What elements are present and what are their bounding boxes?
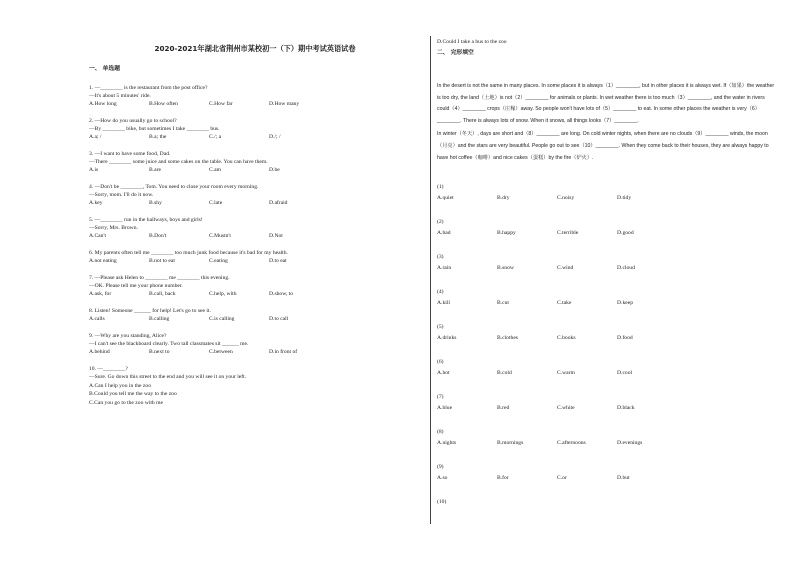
- answer-options: [89, 100, 421, 108]
- option-a: A.How long: [89, 101, 117, 108]
- cloze-passage: [437, 81, 775, 164]
- option-c: C.or: [557, 475, 567, 482]
- question-line: 4. —Don't be ________, Tom. You need to close your room every morning.: [89, 184, 259, 190]
- cloze-number: (10): [437, 499, 447, 506]
- answer-options: [89, 199, 421, 207]
- right-column: [437, 38, 775, 533]
- cloze-number: (9): [437, 464, 444, 471]
- option-b: B.dry: [497, 195, 510, 202]
- option-d: D.good: [617, 230, 634, 237]
- option-b: B.red: [497, 405, 510, 412]
- question-line: —OK. Please tell me your phone number.: [89, 283, 183, 289]
- option-a: A.calls: [89, 316, 105, 322]
- option-a: A.quiet: [437, 195, 454, 202]
- question-10: [89, 365, 421, 408]
- cloze-item-7: [437, 393, 775, 428]
- option-a: A.ask, for: [89, 291, 112, 298]
- option-d: D.Not: [269, 233, 283, 240]
- passage-paragraph-2: In winter（冬天）, days are short and（8）________ are long. On cold winter nights, when there are no clouds（9）________ winds, the moon（月亮）and the stars are very beautiful. People go out to see（10）________. When they come back to their houses, they are always happy to have hot coffee（咖啡）and nice cakes（蛋糕）by the fire（炉火）.: [437, 131, 769, 161]
- option-a: A.Can I help you in the zoo: [89, 382, 151, 389]
- answer-options: [89, 257, 421, 265]
- question-1: [89, 84, 421, 108]
- option-c: C.is calling: [209, 316, 235, 322]
- option-c: C.Can you go to the zoo with me: [89, 399, 163, 406]
- answer-options: [89, 348, 421, 356]
- option-c: C.between: [209, 349, 233, 355]
- option-c: C.help, with: [209, 291, 237, 298]
- exam-title: 2020-2021年湖北省荆州市某校初一（下）期中考试英语试卷: [154, 44, 356, 53]
- question-line: 6. My parents often tell me ________ too much junk food because it's bad for my health.: [89, 250, 288, 256]
- question-line: 8. Listen! Someone ______ for help! Let's go to see it.: [89, 307, 211, 314]
- option-d: D.black: [617, 405, 635, 412]
- option-d: D.keep: [617, 300, 633, 307]
- option-a: A.key: [89, 200, 103, 207]
- question-line: 5. —________ run in the hallways, boys and girls!: [89, 217, 203, 223]
- question-line: 3. —I want to have some food, Dad.: [89, 151, 171, 157]
- option-b: B.for: [497, 475, 509, 482]
- cloze-number: (8): [437, 429, 444, 436]
- option-b: B.clothes: [497, 335, 518, 342]
- option-d: D.cool: [617, 370, 633, 377]
- option-a: A.nights: [437, 440, 457, 447]
- left-column: [89, 44, 421, 416]
- cloze-item-2: [437, 218, 775, 253]
- option-d: D.to eat: [269, 258, 287, 265]
- cloze-number: (1): [437, 184, 444, 191]
- option-c: C.How far: [209, 101, 233, 108]
- option-b: B.next to: [149, 349, 170, 355]
- option-d: D.cloud: [617, 265, 635, 272]
- option-c: C.afternoons: [557, 440, 586, 447]
- answer-options: [89, 290, 421, 298]
- question-line: —Sorry, Mrs. Brown.: [89, 225, 138, 232]
- option-b: B.mornings: [497, 440, 524, 447]
- answer-options: [437, 474, 775, 482]
- cloze-number: (2): [437, 219, 444, 226]
- answer-options: [437, 264, 775, 272]
- option-d: D./; /: [269, 134, 281, 141]
- answer-options: [437, 439, 775, 447]
- answer-options: [89, 315, 421, 323]
- answer-options: [89, 133, 421, 141]
- question-list: [89, 84, 421, 356]
- option-c: C.eating: [209, 258, 228, 265]
- option-b: B.cold: [497, 370, 512, 377]
- option-d: D.but: [617, 475, 630, 482]
- question-5: [89, 216, 421, 240]
- question-7: [89, 274, 421, 298]
- option-d: D.in front of: [269, 349, 298, 355]
- question-3: [89, 150, 421, 174]
- option-c: C.noisy: [557, 195, 575, 202]
- question-line: —By ________ bike, but sometimes I take ________ bus.: [89, 126, 220, 133]
- question-9: [89, 332, 421, 356]
- question-line: —There ________ some juice and some cakes on the table. You can have them.: [89, 159, 268, 166]
- question-line: 9. —Why are you standing, Alice?: [89, 332, 167, 339]
- question-2: [89, 117, 421, 141]
- option-d: D.food: [617, 335, 633, 342]
- question-line: 10. —________?: [89, 365, 128, 372]
- question-line: —It's about 5 minutes' ride.: [89, 93, 151, 100]
- section-heading-cloze: 二、 完形填空: [437, 50, 474, 56]
- option-b: B.a; the: [149, 134, 167, 141]
- section-heading-single-choice: 一、 单选题: [89, 66, 121, 72]
- question-line: —Sorry, mom. I'll do it now.: [89, 192, 154, 199]
- option-a: A.rain: [437, 265, 452, 272]
- option-b: B.How often: [149, 101, 178, 108]
- cloze-item-6: [437, 358, 775, 393]
- cloze-question-list: [437, 183, 775, 533]
- option-c: C.take: [557, 300, 572, 307]
- option-a: A.behind: [89, 349, 110, 355]
- cloze-item-8: [437, 428, 775, 463]
- answer-options: [437, 299, 775, 307]
- question-8: [89, 307, 421, 323]
- column-divider: [430, 36, 431, 524]
- option-c: C.white: [557, 405, 575, 412]
- option-a: A.blue: [437, 405, 453, 412]
- answer-options: [437, 404, 775, 412]
- cloze-number: (7): [437, 394, 444, 401]
- option-d: D.tidy: [617, 195, 632, 202]
- option-d: D.to call: [269, 316, 289, 322]
- cloze-item-10: [437, 498, 775, 533]
- option-a: A.not eating: [89, 258, 117, 265]
- option-c: C.terrible: [557, 230, 579, 237]
- cloze-item-1: [437, 183, 775, 218]
- option-b: B.Could you tell me the way to the zoo: [89, 391, 177, 398]
- cloze-number: (3): [437, 254, 444, 261]
- question-line: 1. —________ is the restaurant from the post office?: [89, 85, 208, 91]
- answer-options: [437, 369, 775, 377]
- option-a: A.is: [89, 167, 99, 174]
- option-b: B.call, back: [149, 291, 176, 298]
- question-6: [89, 249, 421, 265]
- option-b: B.snow: [497, 265, 514, 272]
- answer-options: [437, 334, 775, 342]
- cloze-item-5: [437, 323, 775, 358]
- option-c: C.warm: [557, 370, 575, 377]
- question-4: [89, 183, 421, 207]
- cloze-number: (6): [437, 359, 444, 366]
- option-b: B.calling: [149, 316, 170, 322]
- cloze-item-9: [437, 463, 775, 498]
- option-a: A.Can't: [89, 233, 107, 240]
- option-a: A.hot: [437, 370, 450, 377]
- option-a: A.kill: [437, 300, 450, 307]
- option-c: C./; a: [209, 134, 222, 141]
- option-a: A.so: [437, 475, 448, 482]
- option-b: B.cut: [497, 300, 509, 307]
- cloze-number: (5): [437, 324, 444, 331]
- option-a: A.bad: [437, 230, 451, 237]
- option-b: B.happy: [497, 230, 516, 237]
- passage-paragraph-1: In the desert is not the same in many places. In some places it is always（1）________, but in other places it is always wet. If（如果）the weather is too dry, the land（土地）is not（2）________ for animals or plants. In wet weather there is too much（3）________, and the water in rivers could（4）________ crops（庄稼）away. So people won't have lots of（5）________ to eat. In some other places the weather is very（6）________. There is always lots of snow. When it snows, all things looks（7）________.: [437, 83, 775, 124]
- question-line: —I can't see the blackboard clearly. Two tall classmates sit ______ me.: [89, 340, 249, 347]
- option-c: C.am: [209, 167, 221, 174]
- option-d: D.be: [269, 167, 280, 174]
- question-line: 2. —How do you usually go to school?: [89, 118, 177, 124]
- option-d: D.afraid: [269, 200, 288, 207]
- answer-options: [89, 232, 421, 240]
- question-line: 7. —Please ask Helen to ________ me ________ this evening.: [89, 274, 230, 281]
- option-b: B.not to eat: [149, 258, 175, 265]
- cloze-item-3: [437, 253, 775, 288]
- answer-options: [437, 194, 775, 202]
- option-c: C.Mustn't: [209, 233, 231, 240]
- answer-options: [437, 229, 775, 237]
- option-c: C.wind: [557, 265, 574, 272]
- answer-options: [89, 166, 421, 174]
- option-d: D.show, to: [269, 291, 294, 298]
- question-line: —Sure. Go down this street to the end and you will see it on your left.: [89, 374, 247, 381]
- option-d: D.How many: [269, 101, 300, 108]
- option-c: C.books: [557, 335, 576, 342]
- option-d-q10: D.Could I take a bus to the zoo: [437, 39, 507, 45]
- option-d: D.evenings: [617, 440, 643, 447]
- cloze-item-4: [437, 288, 775, 323]
- option-c: C.late: [209, 200, 223, 207]
- option-b: B.are: [149, 167, 161, 174]
- option-b: B.shy: [149, 200, 162, 207]
- option-a: A.a; /: [89, 134, 102, 141]
- option-a: A.drinks: [437, 335, 457, 342]
- cloze-number: (4): [437, 289, 444, 296]
- option-b: B.Don't: [149, 233, 167, 240]
